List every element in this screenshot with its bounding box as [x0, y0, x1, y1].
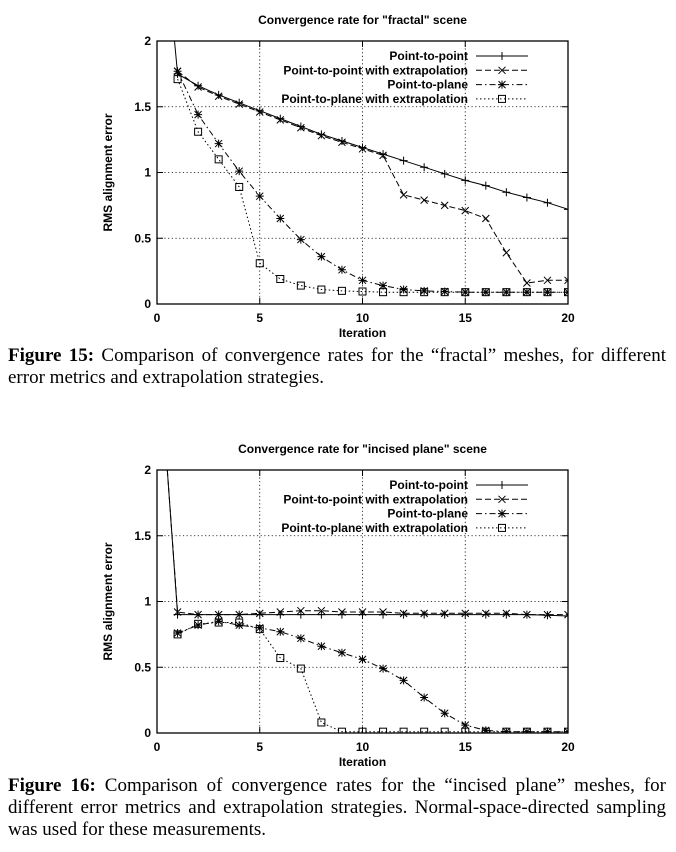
- chart-incised-plane: [0, 430, 676, 775]
- x-tick-label: 10: [355, 311, 370, 325]
- x-tick-label: 5: [256, 740, 264, 754]
- data-point: [318, 719, 325, 726]
- y-axis-label: RMS alignment error: [101, 113, 115, 232]
- data-point: [215, 156, 222, 163]
- data-point: [461, 176, 469, 184]
- data-point: [420, 287, 428, 295]
- x-tick-label: 0: [153, 740, 161, 754]
- chart-title: Convergence rate for "fractal" scene: [258, 13, 467, 27]
- data-point: [543, 199, 551, 207]
- legend-label: Point-to-point with extrapolation: [283, 492, 468, 507]
- figure-15-caption: [8, 345, 666, 389]
- data-point: [482, 182, 490, 190]
- legend-marker: [498, 52, 506, 60]
- data-point: [400, 676, 408, 684]
- legend-marker: [498, 481, 506, 489]
- figure-15-label: Figure 15:: [8, 345, 95, 366]
- legend-label: Point-to-plane: [387, 77, 468, 92]
- data-point: [297, 282, 304, 289]
- figure-16-text: Comparison of convergence rates for the “incised plane” meshes, for different error metrics and extrapolation strategies. Normal-space-directed sampling was used for these measurements.: [8, 775, 666, 840]
- data-point: [256, 192, 264, 200]
- data-point: [420, 693, 428, 701]
- x-tick-label: 20: [561, 740, 575, 754]
- data-point: [441, 611, 449, 619]
- legend-label: Point-to-point with extrapolation: [283, 63, 468, 78]
- data-point: [502, 611, 510, 619]
- data-point: [256, 624, 264, 632]
- x-tick-label: 15: [458, 740, 472, 754]
- data-point: [503, 249, 510, 256]
- figure-15-text: Comparison of convergence rates for the “fractal” meshes, for different error metrics and extrapolation strategies.: [8, 345, 667, 388]
- figure-16: [0, 430, 676, 852]
- x-tick-label: 5: [256, 311, 264, 325]
- data-point: [235, 167, 243, 175]
- series-4: [174, 76, 571, 296]
- chart-title: Convergence rate for "incised plane" scene: [238, 442, 487, 456]
- data-point: [317, 253, 325, 261]
- data-point: [297, 236, 305, 244]
- data-point: [215, 140, 223, 148]
- x-axis-label: Iteration: [338, 755, 387, 769]
- plot-frame: [157, 470, 568, 733]
- series-line-4: [178, 623, 568, 732]
- y-tick-label: 2: [144, 463, 151, 477]
- legend-marker: [498, 510, 506, 518]
- data-point: [194, 111, 202, 119]
- data-point: [276, 628, 284, 636]
- x-tick-label: 20: [561, 311, 575, 325]
- data-point: [297, 634, 305, 642]
- data-point: [543, 288, 551, 296]
- data-point: [359, 655, 367, 663]
- y-tick-label: 1.5: [134, 528, 151, 543]
- series-4: [174, 619, 571, 735]
- data-point: [400, 611, 408, 619]
- data-point: [482, 215, 489, 222]
- data-point: [523, 193, 531, 201]
- data-point: [256, 611, 264, 619]
- data-point: [359, 276, 367, 284]
- y-tick-label: 1: [144, 594, 151, 609]
- data-point: [482, 611, 490, 619]
- legend-marker: [498, 81, 506, 89]
- y-tick-label: 1: [144, 165, 151, 180]
- y-tick-label: 0: [144, 726, 151, 740]
- legend-label: Point-to-plane: [387, 506, 468, 521]
- data-point: [502, 188, 510, 196]
- data-point: [421, 197, 428, 204]
- legend-label: Point-to-plane with extrapolation: [281, 91, 468, 106]
- x-tick-label: 15: [458, 311, 472, 325]
- data-point: [420, 611, 428, 619]
- chart-fractal: [0, 0, 676, 340]
- y-tick-label: 0.5: [134, 231, 151, 246]
- legend-label: Point-to-plane with extrapolation: [281, 520, 468, 535]
- y-tick-label: 0.5: [134, 660, 151, 675]
- figure-16-label: Figure 16:: [8, 775, 96, 796]
- data-point: [461, 611, 469, 619]
- x-tick-label: 0: [153, 311, 161, 325]
- data-point: [317, 642, 325, 650]
- data-point: [174, 629, 182, 637]
- data-point: [338, 649, 346, 657]
- x-tick-label: 10: [355, 740, 370, 754]
- data-point: [215, 617, 223, 625]
- y-tick-label: 2: [144, 34, 151, 48]
- data-point: [441, 202, 448, 209]
- data-point: [441, 170, 449, 178]
- series-line-3: [178, 621, 568, 732]
- data-point: [276, 215, 284, 223]
- data-point: [420, 163, 428, 171]
- x-axis-label: Iteration: [338, 326, 387, 340]
- data-point: [400, 157, 408, 165]
- legend-label: Point-to-point: [389, 49, 468, 63]
- y-tick-label: 0: [144, 297, 151, 311]
- data-point: [338, 266, 346, 274]
- data-point: [194, 621, 202, 629]
- data-point: [379, 665, 387, 673]
- figure-16-caption: [8, 775, 666, 841]
- y-axis-label: RMS alignment error: [101, 542, 115, 661]
- data-point: [277, 276, 284, 283]
- data-point: [174, 67, 182, 75]
- data-point: [317, 611, 325, 619]
- data-point: [400, 191, 407, 198]
- figure-15: [0, 0, 676, 400]
- legend-label: Point-to-point: [389, 478, 468, 492]
- plot-frame: [157, 41, 568, 304]
- y-tick-label: 1.5: [134, 99, 151, 114]
- data-point: [441, 709, 449, 717]
- data-point: [297, 611, 305, 619]
- series-3: [174, 617, 572, 735]
